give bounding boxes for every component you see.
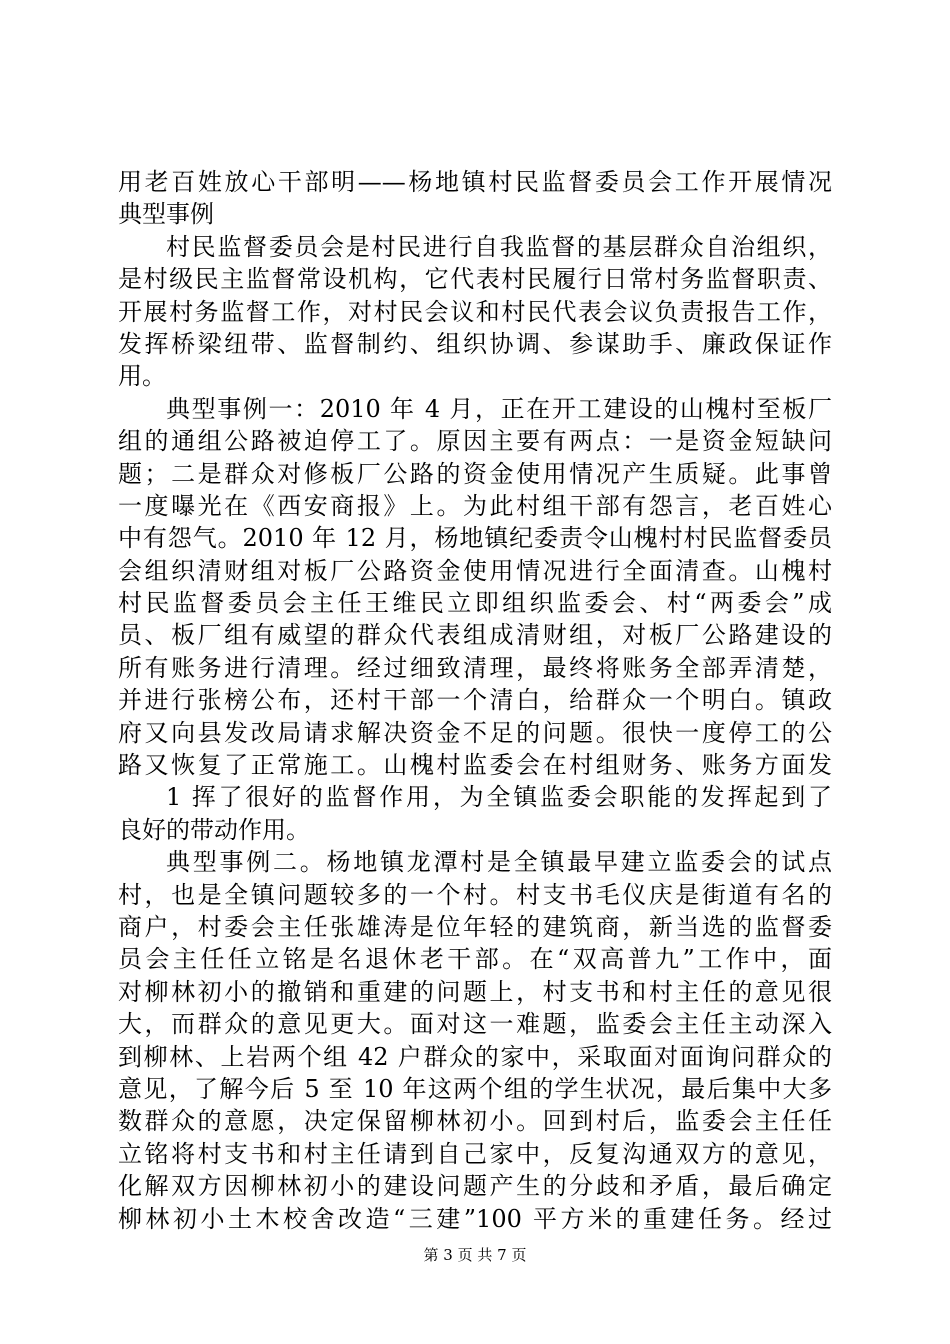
case2-line-6: 大，而群众的意见更大。面对这一难题，监委会主任主动深入 [118,1010,832,1039]
case2-line-5: 对柳林初小的撤销和重建的问题上，村支书和村主任的意见很 [118,977,832,1006]
title-line-2: 典型事例 [118,200,214,229]
case2-line-4: 员会主任任立铭是名退休老干部。在“双高普九”工作中，面 [118,945,832,974]
case1-line-11: 府又向县发改局请求解决资金不足的问题。很快一度停工的公 [118,718,832,747]
case1-line-12: 路又恢复了正常施工。山槐村监委会在村组财务、账务方面发 [118,751,832,780]
case1-line-8: 员、板厂组有威望的群众代表组成清财组，对板厂公路建设的 [118,621,832,650]
case2-line-8: 意见，了解今后 5 至 10 年这两个组的学生状况，最后集中大多 [118,1074,832,1103]
intro-line-4: 发挥桥梁纽带、监督制约、组织协调、参谋助手、廉政保证作 [118,329,832,358]
title-line-1: 用老百姓放心干部明——杨地镇村民监督委员会工作开展情况 [118,168,832,196]
page-number-footer: 第 3 页 共 7 页 [423,1246,527,1264]
case2-line-3: 商户，村委会主任张雄涛是位年轻的建筑商，新当选的监督委 [118,912,832,941]
intro-line-2: 是村级民主监督常设机构，它代表村民履行日常村务监督职责、 [118,265,832,294]
case2-line-1: 典型事例二。杨地镇龙潭村是全镇最早建立监委会的试点 [166,848,832,877]
case2-line-12: 柳林初小土木校舍改造“三建”100 平方米的重建任务。经过 [118,1204,832,1233]
case1-line-14: 良好的带动作用。 [118,815,310,844]
case1-line-13: 1 挥了很好的监督作用，为全镇监委会职能的发挥起到了 [166,783,832,812]
document-body [118,166,832,1235]
case1-line-3: 题；二是群众对修板厂公路的资金使用情况产生质疑。此事曾 [118,459,832,488]
case1-line-9: 所有账务进行清理。经过细致清理，最终将账务全部弄清楚， [118,653,832,682]
case1-line-10: 并进行张榜公布，还村干部一个清白，给群众一个明白。镇政 [118,686,832,715]
intro-line-1: 村民监督委员会是村民进行自我监督的基层群众自治组织， [166,232,832,261]
case1-line-2: 组的通组公路被迫停工了。原因主要有两点：一是资金短缺问 [118,427,832,456]
case1-line-1: 典型事例一：2010 年 4 月，正在开工建设的山槐村至板厂 [166,394,832,423]
case1-line-5: 中有怨气。2010 年 12 月，杨地镇纪委责令山槐村村民监督委员 [118,524,832,553]
case1-line-4: 一度曝光在《西安商报》上。为此村组干部有怨言，老百姓心 [118,491,832,520]
case2-line-7: 到柳林、上岩两个组 42 户群众的家中，采取面对面询问群众的 [118,1042,832,1071]
intro-line-3: 开展村务监督工作，对村民会议和村民代表会议负责报告工作， [118,297,832,326]
case2-line-11: 化解双方因柳林初小的建设问题产生的分歧和矛盾，最后确定 [118,1172,832,1201]
case1-line-7: 村民监督委员会主任王维民立即组织监委会、村“两委会”成 [118,589,832,618]
intro-line-5: 用。 [118,362,166,391]
case1-line-6: 会组织清财组对板厂公路资金使用情况进行全面清查。山槐村 [118,556,832,585]
case2-line-2: 村，也是全镇问题较多的一个村。村支书毛仪庆是街道有名的 [118,880,832,909]
case2-line-10: 立铭将村支书和村主任请到自己家中，反复沟通双方的意见， [118,1139,832,1168]
case2-line-9: 数群众的意愿，决定保留柳林初小。回到村后，监委会主任任 [118,1107,832,1136]
